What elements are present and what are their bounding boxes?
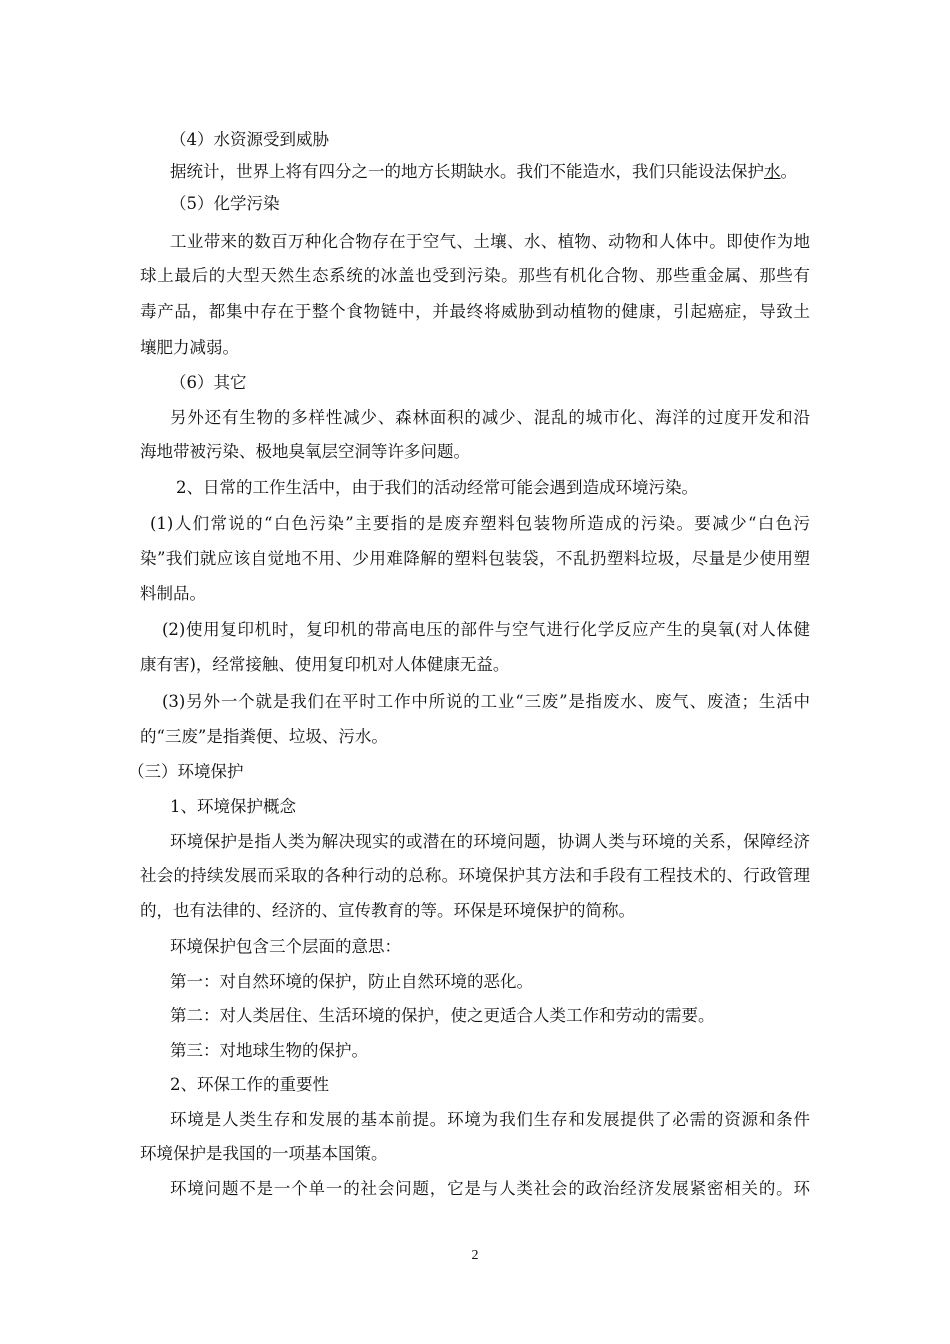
paragraph-line: 环境是人类生存和发展的基本前提。环境为我们生存和发展提供了必需的资源和条件: [170, 1110, 810, 1129]
paragraph-line: 环境问题不是一个单一的社会问题，它是与人类社会的政治经济发展紧密相关的。环: [170, 1179, 810, 1198]
paragraph-line: (1)人们常说的“白色污染”主要指的是废弃塑料包装物所造成的污染。要减少“白色污: [150, 514, 810, 533]
paragraph-line: 环境保护包含三个层面的意思：: [170, 937, 401, 956]
paragraph-line: (2)使用复印机时，复印机的带高电压的部件与空气进行化学反应产生的臭氧(对人体健: [162, 620, 810, 639]
paragraph-line: 环境保护是我国的一项基本国策。: [140, 1144, 388, 1163]
paragraph-line: 染”我们就应该自觉地不用、少用难降解的塑料包装袋，不乱扔塑料垃圾，尽量是少使用塑: [140, 549, 810, 568]
paragraph-line: 社会的持续发展而采取的各种行动的总称。环境保护其方法和手段有工程技术的、行政管理: [140, 866, 810, 885]
underlined-word: 水: [764, 162, 781, 181]
paragraph-line: 毒产品，都集中存在于整个食物链中，并最终将威胁到动植物的健康，引起癌症，导致土: [140, 302, 810, 321]
list-item: 第二：对人类居住、生活环境的保护，使之更适合人类工作和劳动的需要。: [170, 1006, 715, 1025]
heading-water-threat: （4）水资源受到威胁: [170, 130, 329, 149]
paragraph-line: (3)另外一个就是我们在平时工作中所说的工业“三废”是指废水、废气、废渣；生活中: [162, 692, 810, 711]
heading-protection-concept: 1、环境保护概念: [170, 797, 296, 816]
list-item: 第一：对自然环境的保护，防止自然环境的恶化。: [170, 972, 533, 991]
heading-chemical-pollution: （5）化学污染: [170, 194, 280, 213]
paragraph-line: 球上最后的大型天然生态系统的冰盖也受到污染。那些有机化合物、那些重金属、那些有: [140, 266, 810, 285]
paragraph-line: 的，也有法律的、经济的、宣传教育的等。环保是环境保护的简称。: [140, 901, 635, 920]
paragraph-line: 料制品。: [140, 584, 206, 603]
paragraph-line: 海地带被污染、极地臭氧层空洞等许多问题。: [140, 442, 470, 461]
paragraph-line: 壤肥力减弱。: [140, 338, 239, 357]
heading-importance: 2、环保工作的重要性: [170, 1075, 329, 1094]
paragraph-line: 的“三废”是指粪便、垃圾、污水。: [140, 727, 388, 746]
page-number: 2: [471, 1248, 479, 1263]
heading-other: （6）其它: [170, 373, 247, 392]
section-heading-environmental-protection: （三）环境保护: [128, 762, 244, 781]
heading-daily-work: 2、日常的工作生活中，由于我们的活动经常可能会遇到造成环境污染。: [176, 478, 698, 497]
paragraph-line: 另外还有生物的多样性减少、森林面积的减少、混乱的城市化、海洋的过度开发和沿: [170, 408, 810, 427]
paragraph-line: 康有害)，经常接触、使用复印机对人体健康无益。: [140, 655, 510, 674]
paragraph-line: 环境保护是指人类为解决现实的或潜在的环境问题，协调人类与环境的关系，保障经济: [170, 832, 810, 851]
paragraph-line: 据统计，世界上将有四分之一的地方长期缺水。我们不能造水，我们只能设法保护水。: [170, 162, 797, 181]
list-item: 第三：对地球生物的保护。: [170, 1041, 368, 1060]
paragraph-line: 工业带来的数百万种化合物存在于空气、土壤、水、植物、动物和人体中。即使作为地: [170, 232, 810, 251]
